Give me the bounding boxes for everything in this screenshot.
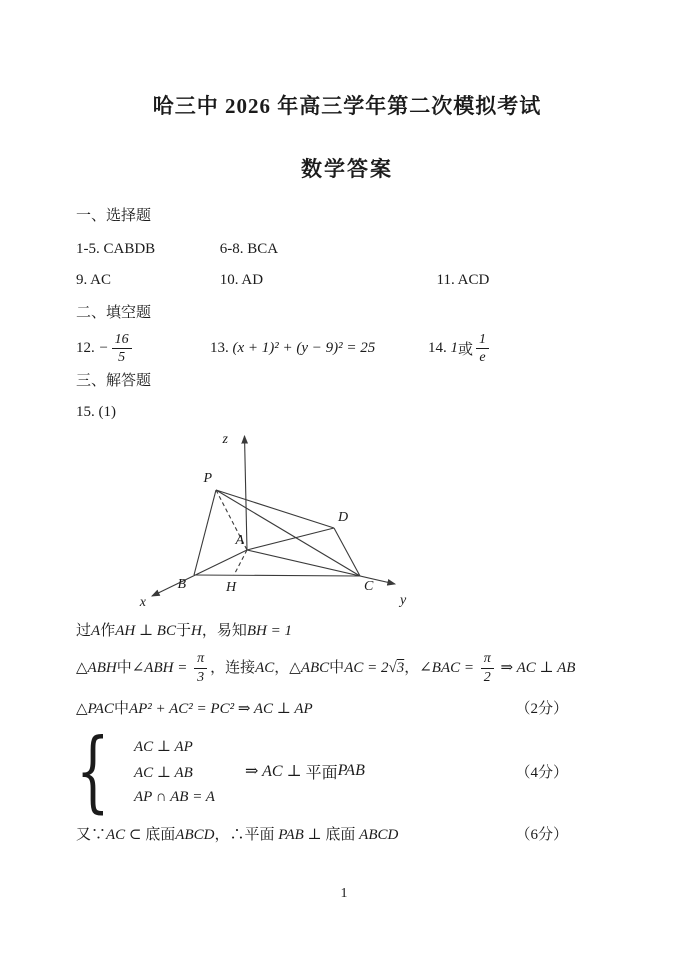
page-number: 1 [340, 886, 348, 901]
proof-line-1-text: 过 A 作 AH ⊥ BC 于 H ，易知 BH = 1 [76, 622, 292, 639]
answer-11: 11. ACD [436, 272, 490, 289]
figure-axes [152, 436, 395, 596]
proof-line-5-text: 又∵ AC ⊂ 底面 ABCD ，∴平面 PAB ⊥ 底面 ABCD [76, 827, 399, 844]
proof-line-3 [76, 699, 618, 719]
edge-BC [194, 575, 360, 576]
answer-12: 12. − $\frac{16}{5}$ [76, 332, 210, 366]
label-x: x [139, 594, 146, 609]
edge-PD [216, 490, 334, 528]
label-H: H [225, 579, 237, 595]
score-badge-2: （2分） [515, 700, 568, 717]
answer-6-8: 6-8. BCA [219, 240, 279, 257]
label-B: B [177, 576, 186, 592]
label-A: A [235, 532, 244, 548]
system-row-2: AC ⊥ AB [134, 764, 193, 781]
label-y: y [400, 592, 407, 608]
answer-10: 10. AD [219, 272, 264, 289]
answer-1-5: 1-5. CABDB [76, 240, 156, 257]
label-P: P [203, 470, 212, 486]
system-row-1: AC ⊥ AP [134, 738, 193, 755]
figure-labels [139, 432, 407, 609]
score-badge-4: （4分） [515, 764, 568, 781]
proof-line-2 [76, 651, 618, 685]
choice-answers-row-1 [76, 239, 618, 259]
answer-9: 9. AC [76, 272, 112, 289]
system-conclusion: ⇒ AC ⊥ 平面 PAB [244, 762, 365, 782]
system-row-3: AP ∩ AB = A [134, 788, 215, 805]
proof-line-2-text: △ABH 中 ∠ABH = $\frac{\pi}{3}$ ，连接 AC ， △ABC 中 AC = 2√ 3 ， ∠BAC = $\frac{\pi}{2}$ ⇒ AC ⊥ AB [76, 651, 576, 685]
left-brace: { [76, 719, 110, 823]
z-axis [245, 436, 248, 550]
section-blank-heading: 二、填空题 [76, 305, 152, 322]
answer-13: 13. (x + 1)² + (y − 9)² = 25 [210, 339, 376, 356]
blank-answers-row [76, 332, 618, 366]
pyramid-diagram [124, 424, 444, 609]
proof-line-5 [76, 825, 618, 845]
label-z: z [222, 431, 228, 447]
section-choice-heading: 一、选择题 [76, 207, 152, 224]
section-solution-heading: 三、解答题 [76, 373, 152, 390]
problem-15-label: 15. (1) [76, 403, 116, 420]
proof-line-1 [76, 621, 618, 641]
label-D: D [338, 509, 349, 525]
exam-title: 哈三中 2026 年高三学年第二次模拟考试 [152, 94, 542, 118]
edge-PB [194, 490, 216, 575]
edge-AD [247, 528, 334, 550]
proof-system-block [76, 719, 618, 823]
proof-line-3-text: △PAC 中 AP² + AC² = PC² ⇒ AC ⊥ AP [76, 700, 313, 717]
label-C: C [364, 578, 374, 594]
score-badge-6: （6分） [515, 827, 568, 844]
choice-answers-row-2 [76, 270, 618, 290]
answer-14: 14. 1 或 $\frac{1}{e}$ [428, 332, 492, 366]
answers-subtitle: 数学答案 [301, 157, 393, 182]
system-rows [134, 737, 215, 806]
